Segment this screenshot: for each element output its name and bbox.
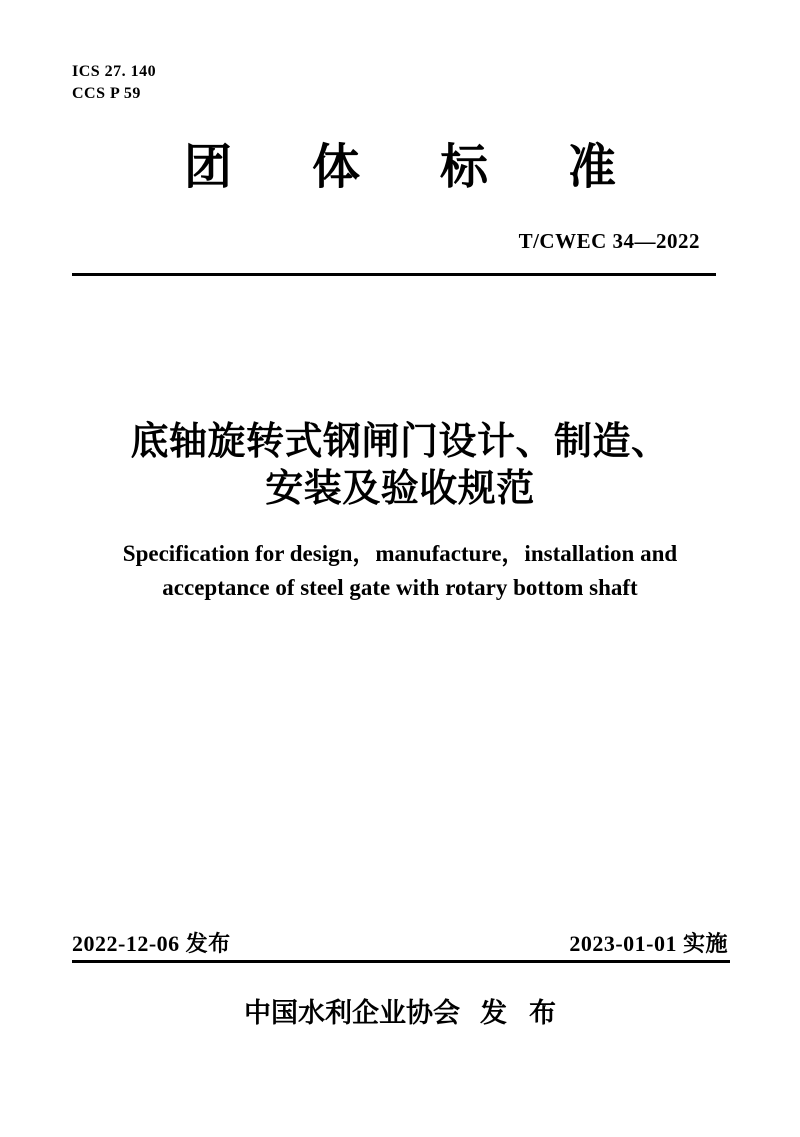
header-rule xyxy=(72,273,716,276)
publisher-name: 中国水利企业协会 xyxy=(244,998,460,1028)
main-title-line2: 安装及验收规范 xyxy=(265,468,535,510)
doc-type-heading: 团体标准 xyxy=(183,141,696,194)
dates-row xyxy=(72,927,728,958)
main-title xyxy=(0,419,800,513)
publisher-footer xyxy=(0,991,800,1030)
standard-number: T/CWEC 34—2022 xyxy=(518,229,700,253)
english-title-line1: Specification for design，manufacture，installation and xyxy=(122,541,678,566)
issue-date: 2022-12-06 发布 xyxy=(72,931,231,956)
ics-code: ICS 27. 140 xyxy=(72,63,157,80)
publish-label: 发布 xyxy=(480,998,578,1028)
footer-rule xyxy=(72,960,730,963)
ccs-code: CCS P 59 xyxy=(72,85,141,102)
main-title-line1: 底轴旋转式钢闸门设计、制造、 xyxy=(130,421,670,463)
english-title xyxy=(0,537,800,605)
classification-codes xyxy=(72,61,156,105)
implement-date: 2023-01-01 实施 xyxy=(569,931,728,956)
english-title-line2: acceptance of steel gate with rotary bottom shaft xyxy=(162,575,638,600)
doc-type-heading-wrap xyxy=(0,128,800,197)
